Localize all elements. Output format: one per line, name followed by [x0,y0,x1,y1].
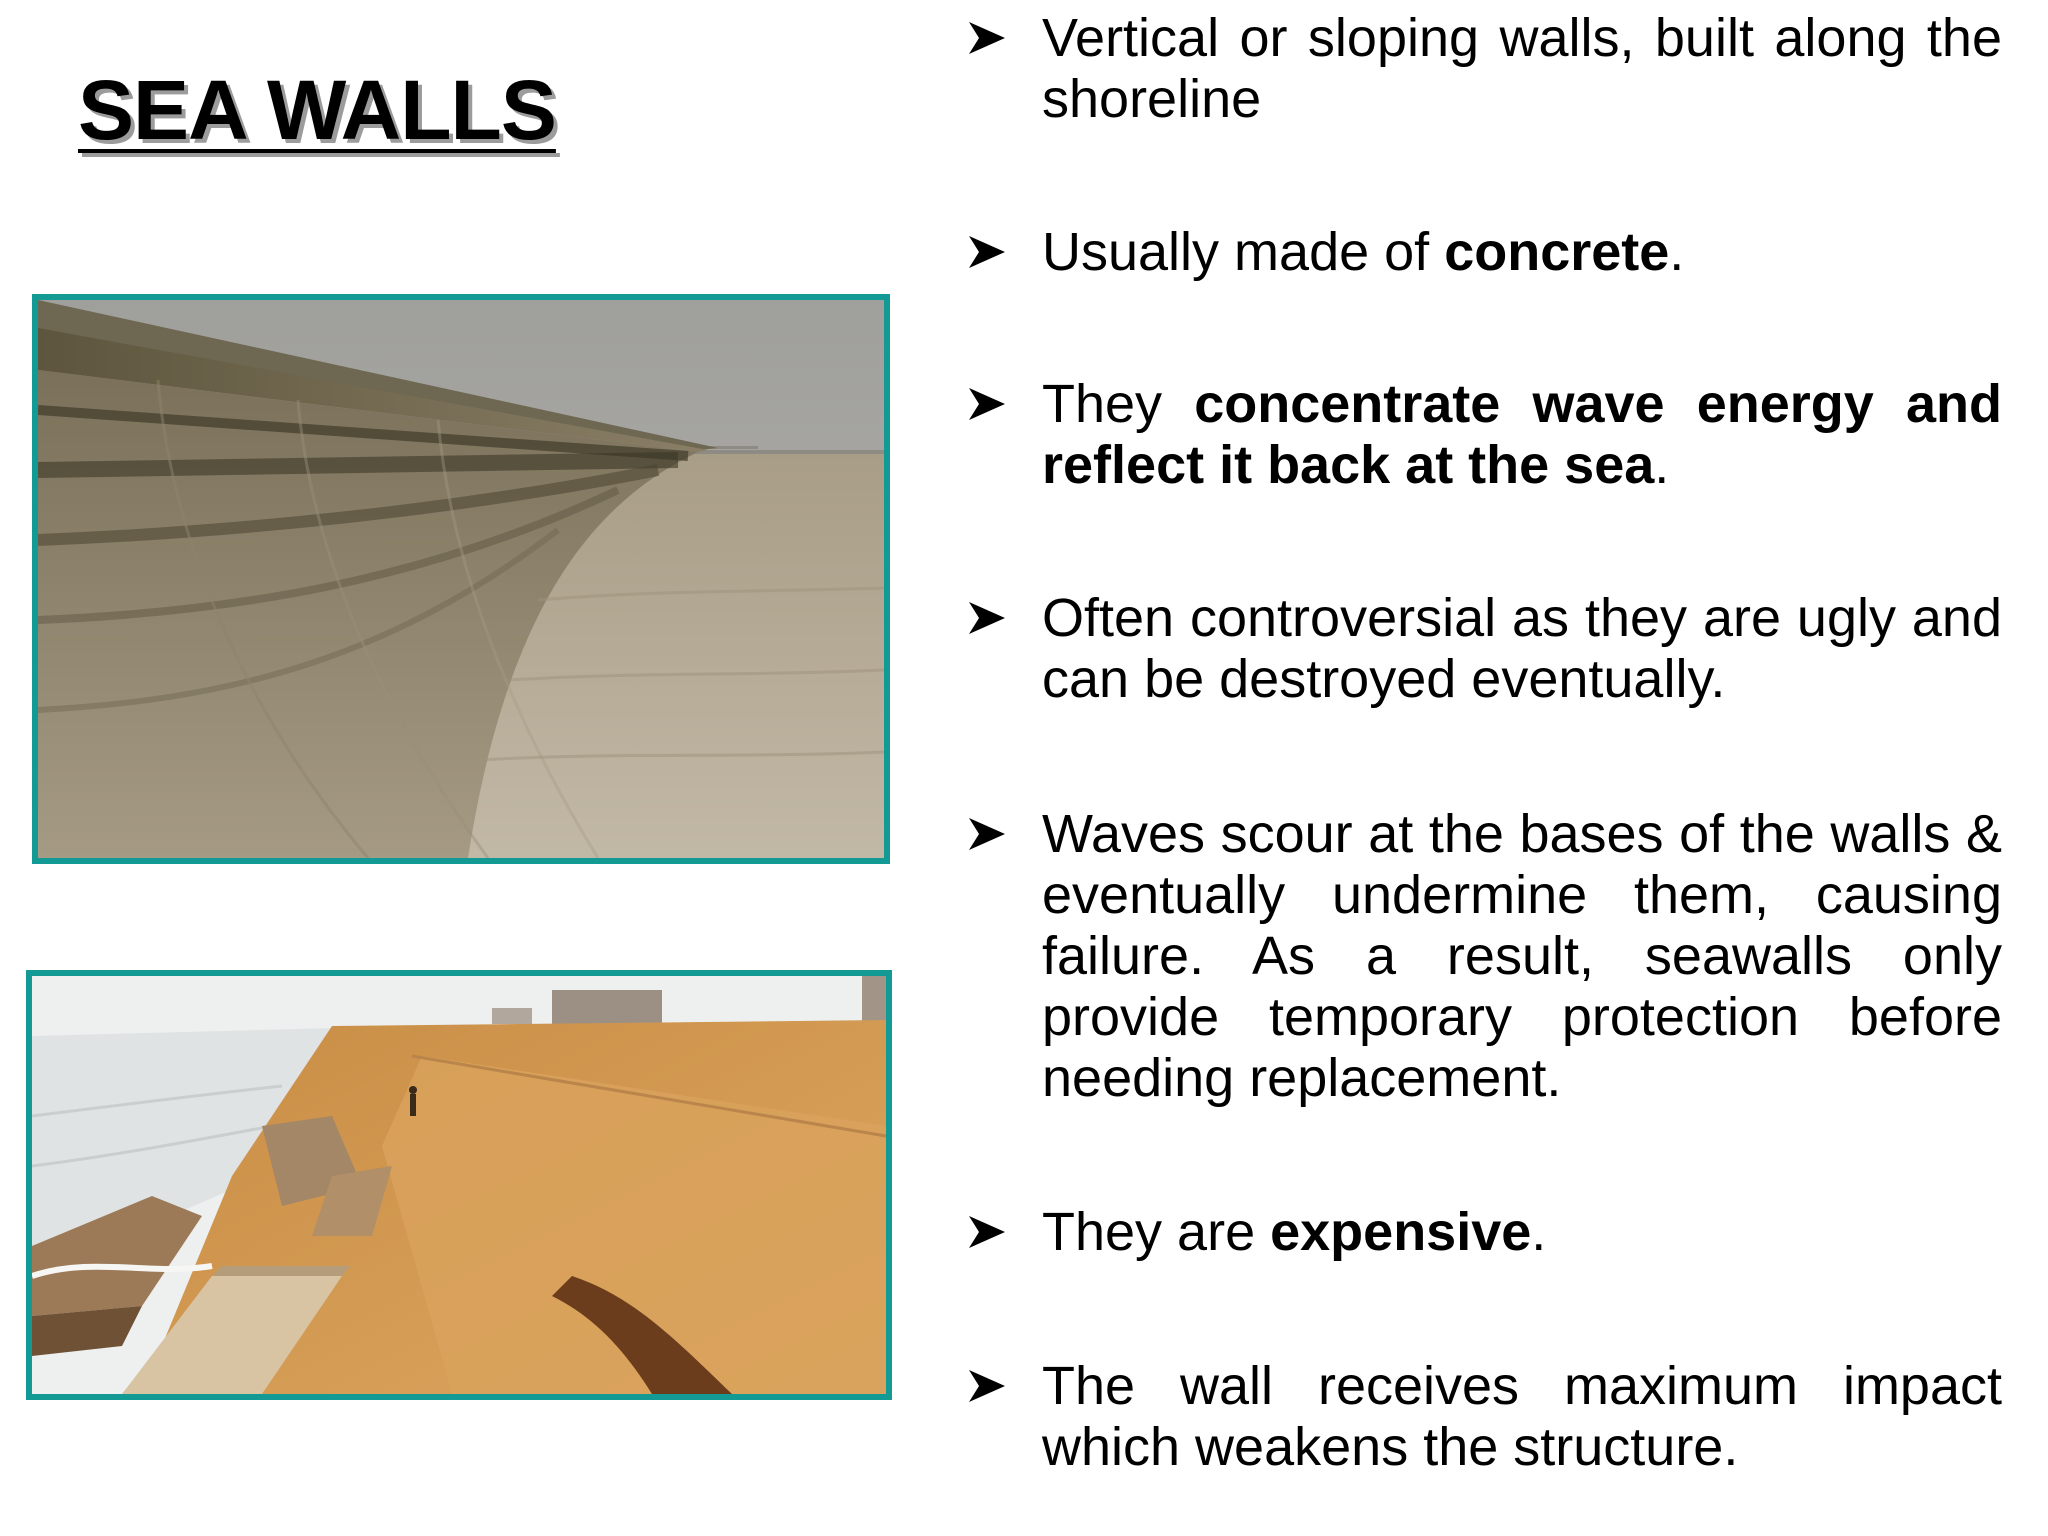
arrowhead-bullet-icon [967,598,1007,638]
bullet-text: Often controversial as they are ugly and can be destroyed eventually. [1042,588,2002,709]
collapsed-seawall-photo [26,970,892,1400]
bullet-text: The wall receives maximum impact which weakens the structure. [1042,1356,2002,1477]
bullet-text: They are expensive. [1042,1202,1547,1262]
bullet-text: Waves scour at the bases of the walls & eventually undermine them, causing failure. As a result, seawalls only provide temporary protection before needing replacement. [1042,804,2002,1108]
arrowhead-bullet-icon [967,814,1007,854]
bullet-text: Usually made of concrete. [1042,222,1685,282]
arrowhead-bullet-icon [967,1366,1007,1406]
arrowhead-bullet-icon [967,18,1007,58]
bullet-text: They concentrate wave energy and reflect it back at the sea. [1042,374,2002,495]
arrowhead-bullet-icon [967,232,1007,272]
bullet-text: Vertical or sloping walls, built along the shoreline [1042,8,2002,129]
curved-seawall-photo [32,294,890,864]
arrowhead-bullet-icon [967,1212,1007,1252]
slide-title: SEA WALLS [78,63,556,157]
arrowhead-bullet-icon [967,384,1007,424]
